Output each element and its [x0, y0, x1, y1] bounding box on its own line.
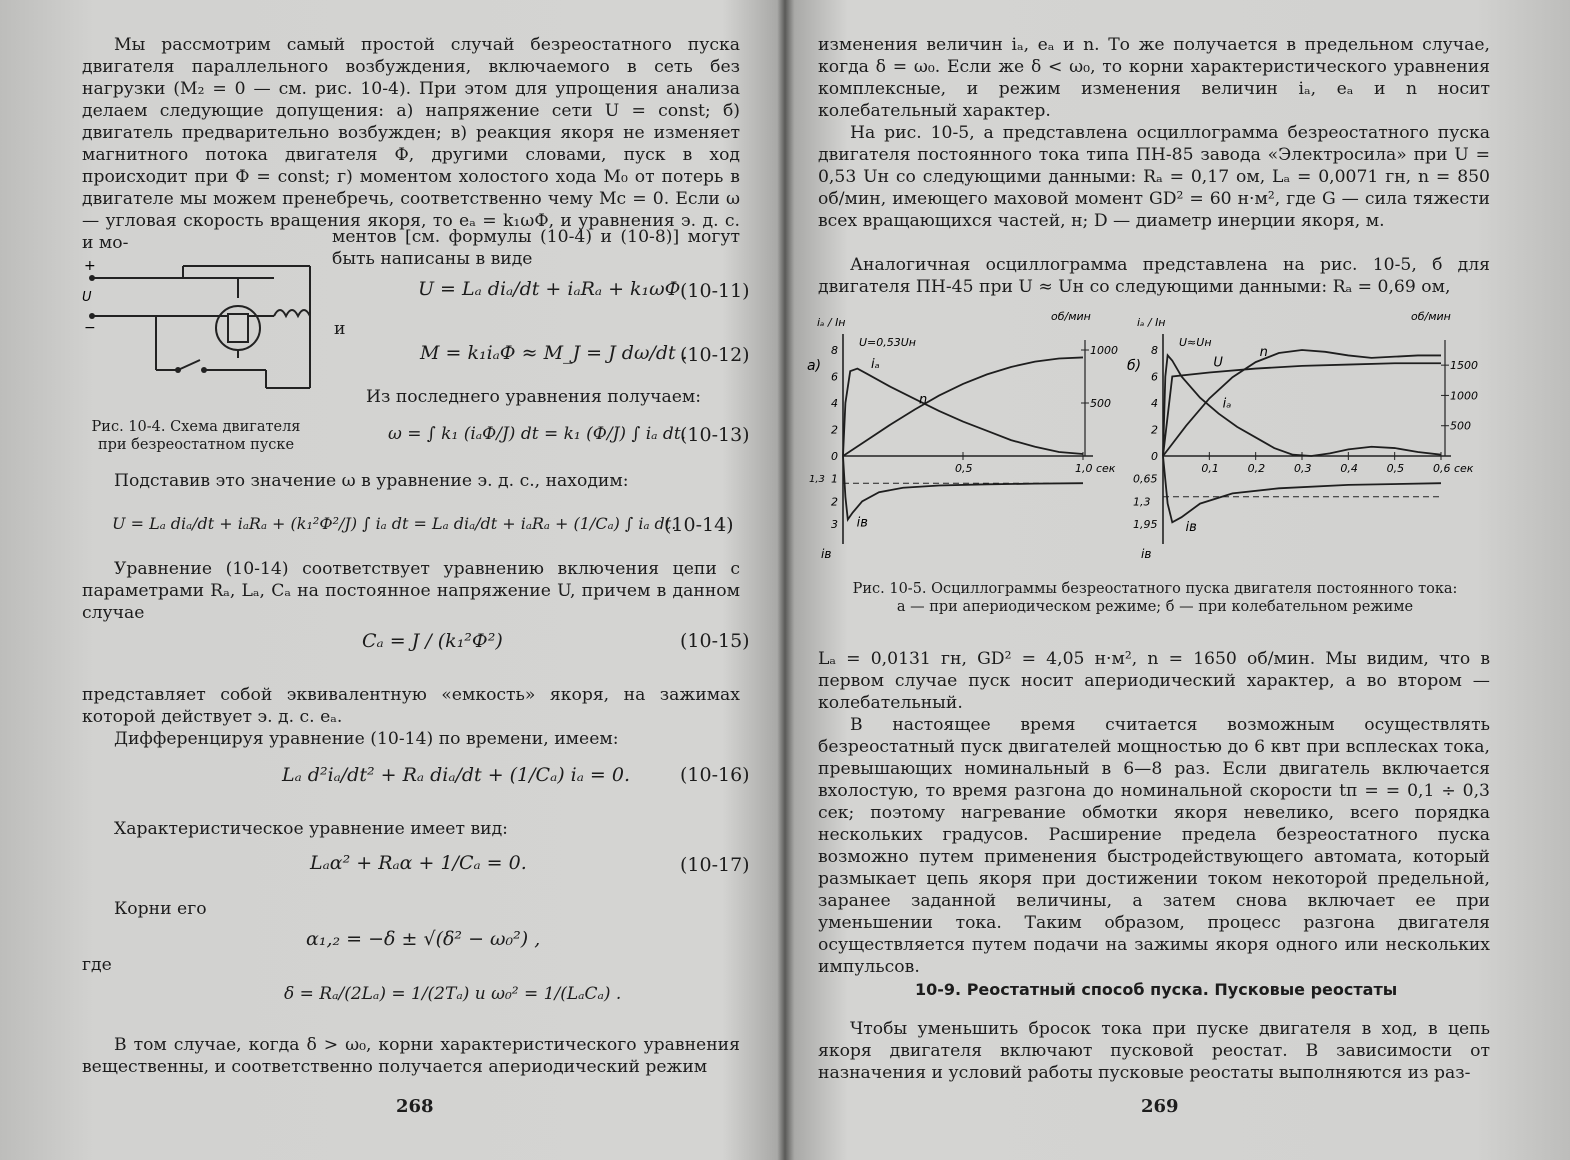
chart-0-series-2-label: iв	[856, 515, 868, 531]
equation-10-17: Lₐα² + Rₐα + 1/Cₐ = 0.	[310, 852, 527, 874]
figure-10-5-caption-line-1: Рис. 10-5. Осциллограммы безреостатного пуска двигателя постоянного тока:	[852, 581, 1458, 597]
paragraph-intro: Мы рассмотрим самый простой случай безреостатного пуска двигателя параллельного возбуждения, включаемого в сеть без нагрузки (M₂ = 0 — см. рис. 10-4). При этом для упрощения анализа делаем следующие допущения: а) напряжение сети U = const; б) двигатель предварительно возбужден; в) реакция якоря не изменяет магнитного потока двигателя Ф, другими словами, пуск в ход происходит при Ф = const; г) моментом холостого хода M₀ от потерь в двигателе мы можем пренебречь, соответственно чему Mс = 0. Если ω — угловая скорость вращения якоря, то eₐ = k₁ωФ, и уравнения э. д. с. и мо-	[82, 35, 740, 253]
chart-1-y-tick-top-2: 4	[1151, 397, 1158, 410]
chart-1-x-tick-1: 0,2	[1247, 462, 1266, 475]
equation-number-10-16: (10-16)	[680, 764, 750, 786]
paragraph-from-last: Из последнего уравнения получаем:	[366, 387, 702, 407]
chart-1-annotation: U≈Uн	[1179, 336, 1212, 349]
fig-10-4-plus-label: +	[84, 258, 96, 274]
paragraph-capacity: представляет собой эквивалентную «емкость» якоря, на зажимах которой действует э. д. с. eₐ.	[82, 685, 740, 727]
paragraph-differentiating: Дифференцируя уравнение (10-14) по времени, имеем:	[114, 729, 619, 749]
and-word: и	[334, 319, 346, 339]
chart-1-y-tick-top-4: 0	[1151, 450, 1158, 463]
chart-0-y-right-label: об/мин	[1051, 310, 1091, 323]
equation-10-15: Cₐ = J / (k₁²Ф²)	[362, 630, 503, 652]
chart-0-y-left-label-bottom: iв	[821, 547, 832, 561]
figure-10-5-oscillograms	[805, 304, 1495, 566]
chart-1-y-right-tick-2: 500	[1450, 419, 1471, 433]
chart-0-series-1-label: n	[919, 392, 928, 408]
equation-10-12: M = k₁iₐФ ≈ M_J = J dω/dt .	[420, 342, 688, 364]
chart-0-y-tick-bottom-0: 1	[831, 472, 838, 486]
figure-10-4-caption: Рис. 10-4. Схема двигателя при безреостатном пуске	[91, 419, 301, 453]
chart-1-panel-label: б)	[1127, 358, 1142, 374]
chart-0-y-tick-bottom-1: 2	[831, 495, 838, 509]
paragraph-10-14: Уравнение (10-14) соответствует уравнению включения цепи с параметрами Rₐ, Lₐ, Cₐ на постоянное напряжение U, причем в данном случае	[82, 559, 740, 623]
equation-number-10-13: (10-13)	[680, 424, 750, 446]
chart-1-y-tick-top-3: 2	[1151, 423, 1158, 437]
equation-number-10-17: (10-17)	[680, 854, 750, 876]
equation-roots: α₁,₂ = −δ ± √(δ² − ω₀²) ,	[306, 928, 541, 950]
chart-0-x-tick-1: 1,0 сек	[1075, 462, 1116, 475]
chart-1-series-2-label: U	[1213, 355, 1223, 371]
equation-number-10-14: (10-14)	[664, 514, 734, 536]
chart-0-y-tick-top-4: 0	[831, 450, 838, 463]
paragraph-rheostat: Чтобы уменьшить бросок тока при пуске двигателя в ход, в цепь якоря двигателя включают пусковой реостат. В зависимости от назначения и условий работы пусковые реостаты выполняются из раз-	[818, 1019, 1490, 1083]
chart-1-x-tick-5: 0,6 сек	[1433, 462, 1474, 475]
equation-10-13: ω = ∫ k₁ (iₐФ/J) dt = k₁ (Ф/J) ∫ iₐ dt.	[388, 424, 687, 444]
chart-1-y-right-tick-0: 1500	[1450, 359, 1478, 373]
paragraph-case: В том случае, когда δ > ω₀, корни характеристического уравнения вещественны, и соответственно получается апериодический режим	[82, 1035, 740, 1077]
where-word: где	[82, 955, 112, 975]
equation-10-11: U = Lₐ diₐ/dt + iₐRₐ + k₁ωФ	[418, 278, 681, 300]
chart-0-bracket-label: 1,3	[809, 474, 825, 485]
figure-10-4-motor-scheme	[78, 256, 328, 404]
equation-delta: δ = Rₐ/(2Lₐ) = 1/(2Tₐ) и ω₀² = 1/(LₐCₐ) .	[284, 984, 622, 1004]
chart-0-panel-label: а)	[807, 358, 822, 374]
paragraph-roots: Корни его	[114, 899, 207, 919]
equation-10-14: U = Lₐ diₐ/dt + iₐRₐ + (k₁²Ф²/J) ∫ iₐ dt = Lₐ diₐ/dt + iₐRₐ + (1/Cₐ) ∫ iₐ dt.	[112, 514, 677, 533]
chart-1-x-tick-2: 0,3	[1294, 462, 1312, 475]
chart-1-x-tick-0: 0,1	[1201, 462, 1219, 475]
chart-1-x-tick-4: 0,5	[1386, 462, 1405, 475]
chart-1-y-tick-bottom-2: 1,95	[1133, 518, 1158, 531]
chart-0-y-tick-top-0: 8	[831, 344, 838, 357]
chart-0-y-tick-top-3: 2	[831, 423, 838, 437]
paragraph-current-state: В настоящее время считается возможным осуществлять безреостатный пуск двигателей мощностью до 6 квт при всплесках тока, превышающих номинальный в 6—8 раз. Если двигатель включается вхолостую, то время разгона до номинальной скорости tп = = 0,1 ÷ 0,3 сек; поэтому нагревание обмотки якоря невелико, всего порядка нескольких градусов. Расширение предела безреостатного пуска возможно путем применения быстродействующего автомата, который размыкает цепь якоря при достижении током некоторой предельной, заранее заданной величины, а затем снова включает ее при уменьшении тока. Таким образом, процесс разгона двигателя осуществляется путем подачи на зажимы якоря одного или нескольких импульсов.	[818, 715, 1490, 977]
chart-1-y-tick-top-1: 6	[1151, 370, 1158, 384]
chart-0-annotation: U=0,53Uн	[859, 336, 917, 349]
chart-0-y-tick-top-1: 6	[831, 370, 838, 384]
chart-0-series-0-line	[843, 369, 1083, 456]
chart-1-series-0-line	[1163, 355, 1441, 456]
chart-0-y-tick-bottom-2: 3	[831, 518, 838, 531]
equation-number-10-15: (10-15)	[680, 630, 750, 652]
chart-1-y-right-tick-1: 1000	[1450, 389, 1478, 403]
chart-0-series-0-label: iₐ	[871, 356, 880, 372]
chart-0-y-left-label-top: iₐ / Iн	[817, 316, 846, 329]
paragraph-continued: изменения величин iₐ, eₐ и n. То же получается в предельном случае, когда δ = ω₀. Если же δ < ω₀, то корни характеристического уравнения комплексные, и режим изменения величин iₐ, eₐ и n носит колебательный характер.	[818, 35, 1490, 121]
paragraph-fig-10-5b: Аналогичная осциллограмма представлена на рис. 10-5, б для двигателя ПН-45 при U ≈ Uн со следующими данными: Rₐ = 0,69 ом,	[818, 255, 1490, 297]
chart-1-series-2-line	[1163, 363, 1441, 456]
chart-1-y-tick-bottom-0: 0,65	[1133, 472, 1158, 486]
chart-1-y-left-label-top: iₐ / Iн	[1137, 316, 1166, 329]
chart-1-series-3-label: iв	[1185, 520, 1197, 536]
paragraph-characteristic: Характеристическое уравнение имеет вид:	[114, 819, 508, 839]
page-number-left: 268	[396, 1096, 434, 1117]
chart-1-y-tick-top-0: 8	[1151, 344, 1158, 357]
chart-1-y-right-label: об/мин	[1411, 310, 1451, 323]
paragraph-intro-continued: ментов [см. формулы (10-4) и (10-8)] могут быть написаны в виде	[332, 227, 740, 269]
figure-10-5-caption-line-2: а — при апериодическом режиме; б — при колебательном режиме	[896, 599, 1414, 615]
equation-number-10-12: (10-12)	[680, 344, 750, 366]
chart-1-x-tick-3: 0,4	[1340, 462, 1358, 475]
paragraph-fig-10-5a: На рис. 10-5, а представлена осциллограмма безреостатного пуска двигателя постоянного тока типа ПН-85 завода «Электросила» при U = 0,53 Uн со следующими данными: Rₐ = 0,17 ом, Lₐ = 0,0071 гн, n = 850 об/мин, имеющего маховой момент GD² = 60 н·м², где G — сила тяжести всех вращающихся частей, н; D — диаметр инерции якоря, м.	[818, 123, 1490, 231]
equation-number-10-11: (10-11)	[680, 280, 750, 302]
chart-0-y-tick-top-2: 4	[831, 397, 838, 410]
chart-0-y-right-tick-1: 500	[1090, 397, 1111, 410]
paragraph-substituting: Подставив это значение ω в уравнение э. д. с., находим:	[114, 471, 629, 491]
equation-10-16: Lₐ d²iₐ/dt² + Rₐ diₐ/dt + (1/Cₐ) iₐ = 0.	[282, 764, 631, 786]
fig-10-4-u-label: U	[82, 290, 92, 305]
fig-10-4-minus-label: −	[84, 320, 96, 336]
right-page	[785, 0, 1570, 1160]
chart-1-series-1-label: n	[1259, 345, 1268, 361]
chart-1-series-0-label: iₐ	[1222, 396, 1232, 412]
chart-1-y-left-label-bottom: iв	[1141, 547, 1152, 561]
chart-0-x-tick-0: 0,5	[955, 462, 973, 475]
chart-0-y-right-tick-0: 1000	[1090, 344, 1118, 357]
paragraph-fig-10-5b-data: Lₐ = 0,0131 гн, GD² = 4,05 н·м², n = 1650 об/мин. Мы видим, что в первом случае пуск носит апериодический характер, а во втором — колебательный.	[818, 649, 1490, 713]
section-heading-10-9: 10-9. Реостатный способ пуска. Пусковые реостаты	[915, 980, 1398, 999]
chart-1-y-tick-bottom-1: 1,3	[1133, 495, 1151, 509]
page-number-right: 269	[1141, 1096, 1179, 1117]
chart-0-series-1-line	[843, 357, 1083, 456]
